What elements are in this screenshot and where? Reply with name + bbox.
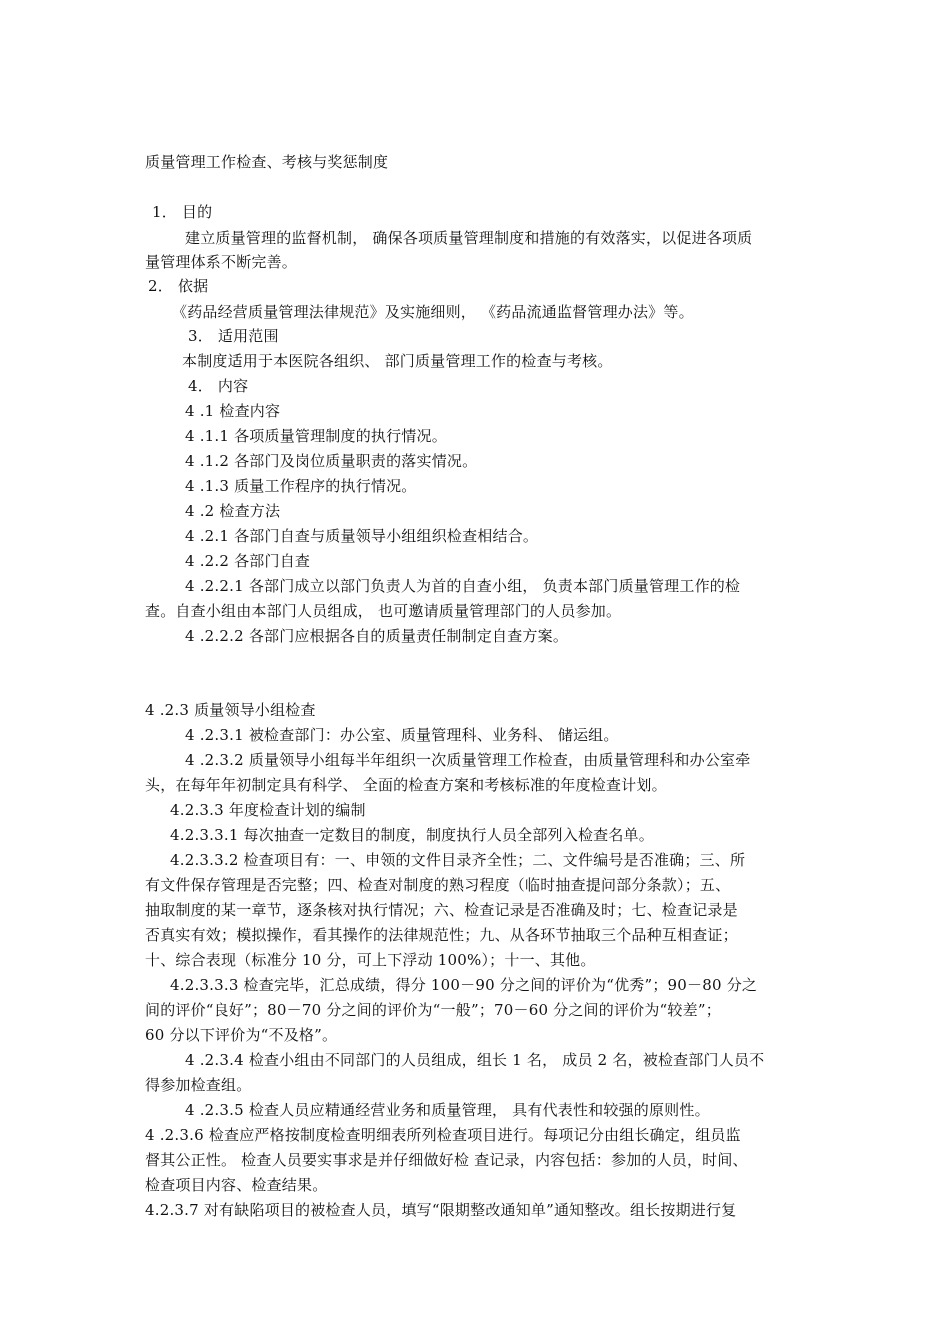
subsection-heading: 4 .2.3 质量领导小组检查 [145, 701, 316, 719]
paragraph-line: 4 .2.3.6 检查应严格按制度检查明细表所列检查项目进行。每项记分由组长确定，组员监 [145, 1126, 741, 1144]
subsection-heading: 4 .1 检查内容 [185, 402, 281, 420]
paragraph-line: 头，在每年年初制定具有科学、 全面的检查方案和考核标准的年度检查计划。 [145, 776, 667, 794]
paragraph-line: 4.2.3.3.1 每次抽查一定数目的制度，制度执行人员全部列入检查名单。 [170, 826, 654, 844]
paragraph-line: 否真实有效；模拟操作，看其操作的法律规范性；九、从各环节抽取三个品种互相查证； [145, 926, 738, 944]
paragraph-line: 4 .2.2.2 各部门应根据各自的质量责任制制定自查方案。 [185, 627, 569, 645]
paragraph-line: 抽取制度的某一章节，逐条核对执行情况；六、检查记录是否准确及时；七、检查记录是 [145, 901, 738, 919]
paragraph-line: 4 .2.3.2 质量领导小组每半年组织一次质量管理工作检查，由质量管理科和办公室牵 [185, 751, 751, 769]
paragraph-line: 本制度适用于本医院各组织、 部门质量管理工作的检查与考核。 [182, 352, 613, 370]
paragraph-line: 得参加检查组。 [145, 1076, 252, 1094]
list-item: 4 .2.2 各部门自查 [185, 552, 311, 570]
paragraph-line: 查。自查小组由本部门人员组成， 也可邀请质量管理部门的人员参加。 [145, 602, 622, 620]
list-item: 4 .1.3 质量工作程序的执行情况。 [185, 477, 417, 495]
paragraph-line: 4 .2.2.1 各部门成立以部门负责人为首的自查小组， 负责本部门质量管理工作的检 [185, 577, 741, 595]
paragraph-line: 4.2.3.3.3 检查完毕，汇总成绩，得分 100－90 分之间的评价为“优秀”；90－80 分之 [170, 976, 758, 994]
paragraph-line: 量管理体系不断完善。 [145, 253, 298, 271]
section-heading-1: 1． 目的 [152, 203, 213, 221]
paragraph-line: 60 分以下评价为“不及格”。 [145, 1026, 338, 1044]
paragraph-line: 4.2.3.7 对有缺陷项目的被检查人员，填写“限期整改通知单”通知整改。组长按期进行复 [145, 1201, 737, 1219]
paragraph-line: 建立质量管理的监督机制， 确保各项质量管理制度和措施的有效落实，以促进各项质 [185, 229, 753, 247]
subsection-heading: 4.2.3.3 年度检查计划的编制 [170, 801, 366, 819]
paragraph-line: 4 .2.3.5 检查人员应精通经营业务和质量管理， 具有代表性和较强的原则性。 [185, 1101, 710, 1119]
paragraph-line: 间的评价“良好”；80－70 分之间的评价为“一般”；70－60 分之间的评价为“较差”； [145, 1001, 721, 1019]
list-item: 4 .2.1 各部门自查与质量领导小组组织检查相结合。 [185, 527, 539, 545]
section-heading-3: 3． 适用范围 [188, 327, 279, 345]
paragraph-line: 4.2.3.3.2 检查项目有：一、申领的文件目录齐全性；二、文件编号是否准确；三、所 [170, 851, 746, 869]
paragraph-line: 《药品经营质量管理法律规范》及实施细则， 《药品流通监督管理办法》等。 [172, 303, 694, 321]
paragraph-line: 检查项目内容、检查结果。 [145, 1176, 328, 1194]
section-heading-2: 2． 依据 [148, 277, 209, 295]
list-item: 4 .1.2 各部门及岗位质量职责的落实情况。 [185, 452, 478, 470]
document-title: 质量管理工作检查、考核与奖惩制度 [145, 153, 389, 171]
paragraph-line: 督其公正性。 检查人员要实事求是并仔细做好检 查记录，内容包括：参加的人员，时间、 [145, 1151, 748, 1169]
list-item: 4 .1.1 各项质量管理制度的执行情况。 [185, 427, 447, 445]
paragraph-line: 4 .2.3.1 被检查部门：办公室、质量管理科、业务科、 储运组。 [185, 726, 619, 744]
paragraph-line: 4 .2.3.4 检查小组由不同部门的人员组成，组长 1 名， 成员 2 名，被检查部门人员不 [185, 1051, 765, 1069]
section-heading-4: 4． 内容 [188, 377, 249, 395]
paragraph-line: 有文件保存管理是否完整；四、检查对制度的熟习程度（临时抽查提问部分条款）；五、 [145, 876, 731, 894]
subsection-heading: 4 .2 检查方法 [185, 502, 281, 520]
paragraph-line: 十、综合表现（标准分 10 分，可上下浮动 100%）；十一、其他。 [145, 951, 596, 969]
